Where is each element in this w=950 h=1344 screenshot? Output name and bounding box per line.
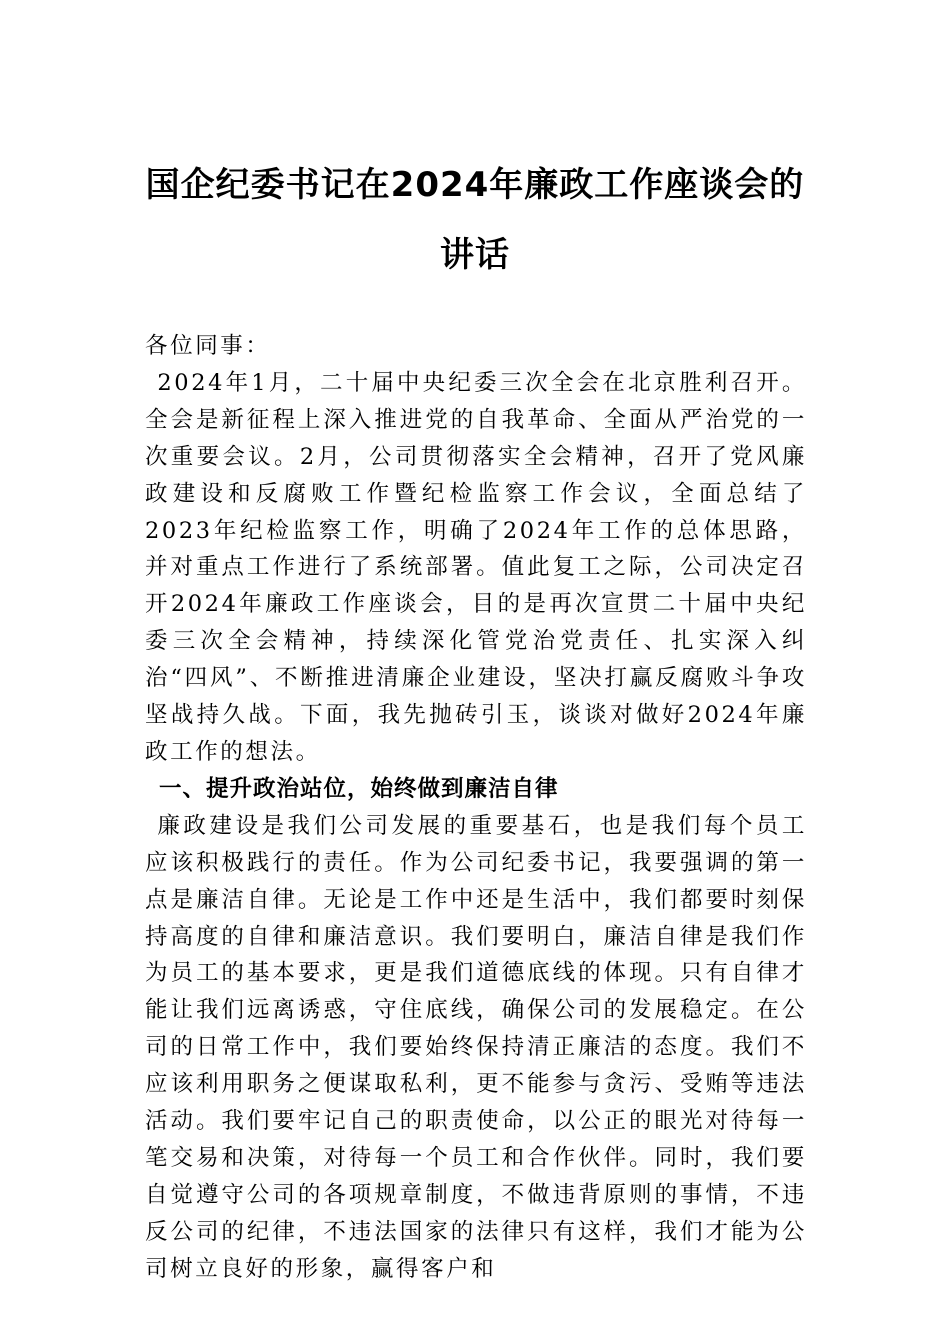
document-title-line-1: 国企纪委书记在2024年廉政工作座谈会的 <box>145 165 805 205</box>
paragraph-intro: 2024年1月，二十届中央纪委三次全会在北京胜利召开。全会是新征程上深入推进党的自我革命、全面从严治党的一次重要会议。2月，公司贯彻落实全会精神，召开了党风廉政建设和反腐败工作暨纪检监察工作会议，全面总结了2023年纪检监察工作，明确了2024年工作的总体思路，并对重点工作进行了系统部署。值此复工之际，公司决定召开2024年廉政工作座谈会，目的是再次宣贯二十届中央纪委三次全会精神，持续深化管党治党责任、扎实深入纠治“四风”、不断推进清廉企业建设，坚决打赢反腐败斗争攻坚战持久战。下面，我先抛砖引玉，谈谈对做好2024年廉政工作的想法。 <box>145 369 807 765</box>
document-title <box>120 150 830 290</box>
document-body <box>145 328 807 1288</box>
document-title-line-2: 讲话 <box>440 235 510 275</box>
section-heading-1: 一、提升政治站位，始终做到廉洁自律 <box>159 775 559 802</box>
salutation: 各位同事： <box>145 333 271 359</box>
paragraph-section-1: 廉政建设是我们公司发展的重要基石，也是我们每个员工应该积极践行的责任。作为公司纪委书记，我要强调的第一点是廉洁自律。无论是工作中还是生活中，我们都要时刻保持高度的自律和廉洁意识。我们要明白，廉洁自律是我们作为员工的基本要求，更是我们道德底线的体现。只有自律才能让我们远离诱惑，守住底线，确保公司的发展稳定。在公司的日常工作中，我们要始终保持清正廉洁的态度。我们不应该利用职务之便谋取私利，更不能参与贪污、受贿等违法活动。我们要牢记自己的职责使命，以公正的眼光对待每一笔交易和决策，对待每一个员工和合作伙伴。同时，我们要自觉遵守公司的各项规章制度，不做违背原则的事情，不违反公司的纪律，不违法国家的法律只有这样，我们才能为公司树立良好的形象，赢得客户和 <box>145 812 807 1282</box>
